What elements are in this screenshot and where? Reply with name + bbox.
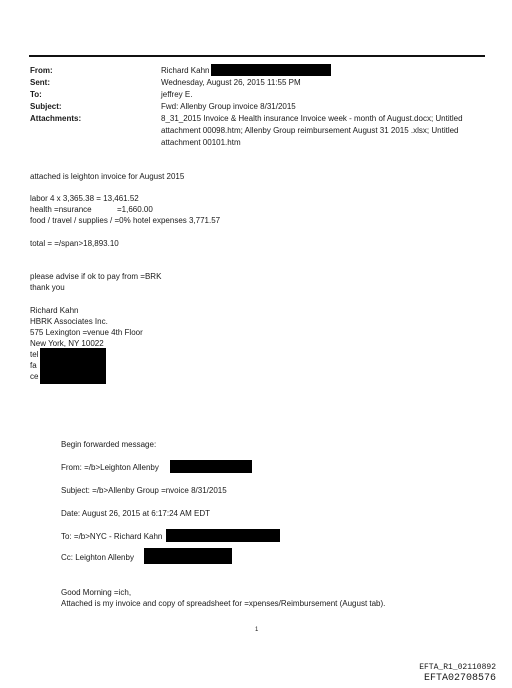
from-label: From: [30,66,53,75]
advise-line: please advise if ok to pay from =BRK [30,272,162,281]
total-line: total = =/span>18,893.10 [30,239,119,248]
signature-name: Richard Kahn [30,306,79,315]
greeting-line: Good Morning =ich, [61,588,132,597]
page-number: 1 [255,627,259,633]
forwarded-cc: Cc: Leighton Allenby [61,553,134,562]
to-value: jeffrey E. [161,90,193,99]
thanks-line: thank you [30,283,65,292]
redaction-from-email [211,64,331,76]
redaction-phone-numbers [40,348,106,384]
food-line: food / travel / supplies / =0% hotel expenses 3,771.57 [30,216,221,225]
signature-fax: fa [30,361,37,370]
forwarded-to: To: =/b>NYC - Richard Kahn [61,532,163,541]
attachments-label: Attachments: [30,114,82,123]
subject-value: Fwd: Allenby Group invoice 8/31/2015 [161,102,296,111]
forwarded-date: Date: August 26, 2015 at 6:17:24 AM EDT [61,509,210,518]
signature-address-1: 575 Lexington =venue 4th Floor [30,328,143,337]
footer-id-2: EFTA02708576 [423,673,496,684]
signature-address-2: New York, NY 10022 [30,339,104,348]
attachments-line-1: 8_31_2015 Invoice & Health insurance Invoice week - month of August.docx; Untitled [161,114,463,123]
attachments-line-2: attachment 00098.htm; Allenby Group reimbursement August 31 2015 .xlsx; Untitled [161,126,459,135]
signature-cell: ce [30,372,39,381]
signature-company: HBRK Associates Inc. [30,317,108,326]
health-value: =1,660.00 [117,205,153,214]
signature-tel: tel [30,350,39,359]
footer-id-1: EFTA_R1_02110892 [419,663,496,672]
header-top-rule [29,55,485,57]
attachments-line-3: attachment 00101.htm [161,138,241,147]
forwarded-begin: Begin forwarded message: [61,440,157,449]
redaction-forwarded-from [170,460,252,473]
health-label: health =nsurance [30,205,92,214]
subject-label: Subject: [30,102,62,111]
sent-value: Wednesday, August 26, 2015 11:55 PM [161,78,301,87]
sent-label: Sent: [30,78,50,87]
from-value: Richard Kahn [161,66,210,75]
redaction-forwarded-cc [144,548,232,564]
forwarded-subject: Subject: =/b>Allenby Group =nvoice 8/31/2015 [61,486,227,495]
forwarded-from: From: =/b>Leighton Allenby [61,463,159,472]
to-label: To: [30,90,42,99]
intro-text: attached is leighton invoice for August 2015 [30,172,185,181]
redaction-forwarded-to [166,529,280,542]
labor-line: labor 4 x 3,365.38 = 13,461.52 [30,194,139,203]
message-line: Attached is my invoice and copy of spreadsheet for =xpenses/Reimbursement (August tab). [61,599,386,608]
